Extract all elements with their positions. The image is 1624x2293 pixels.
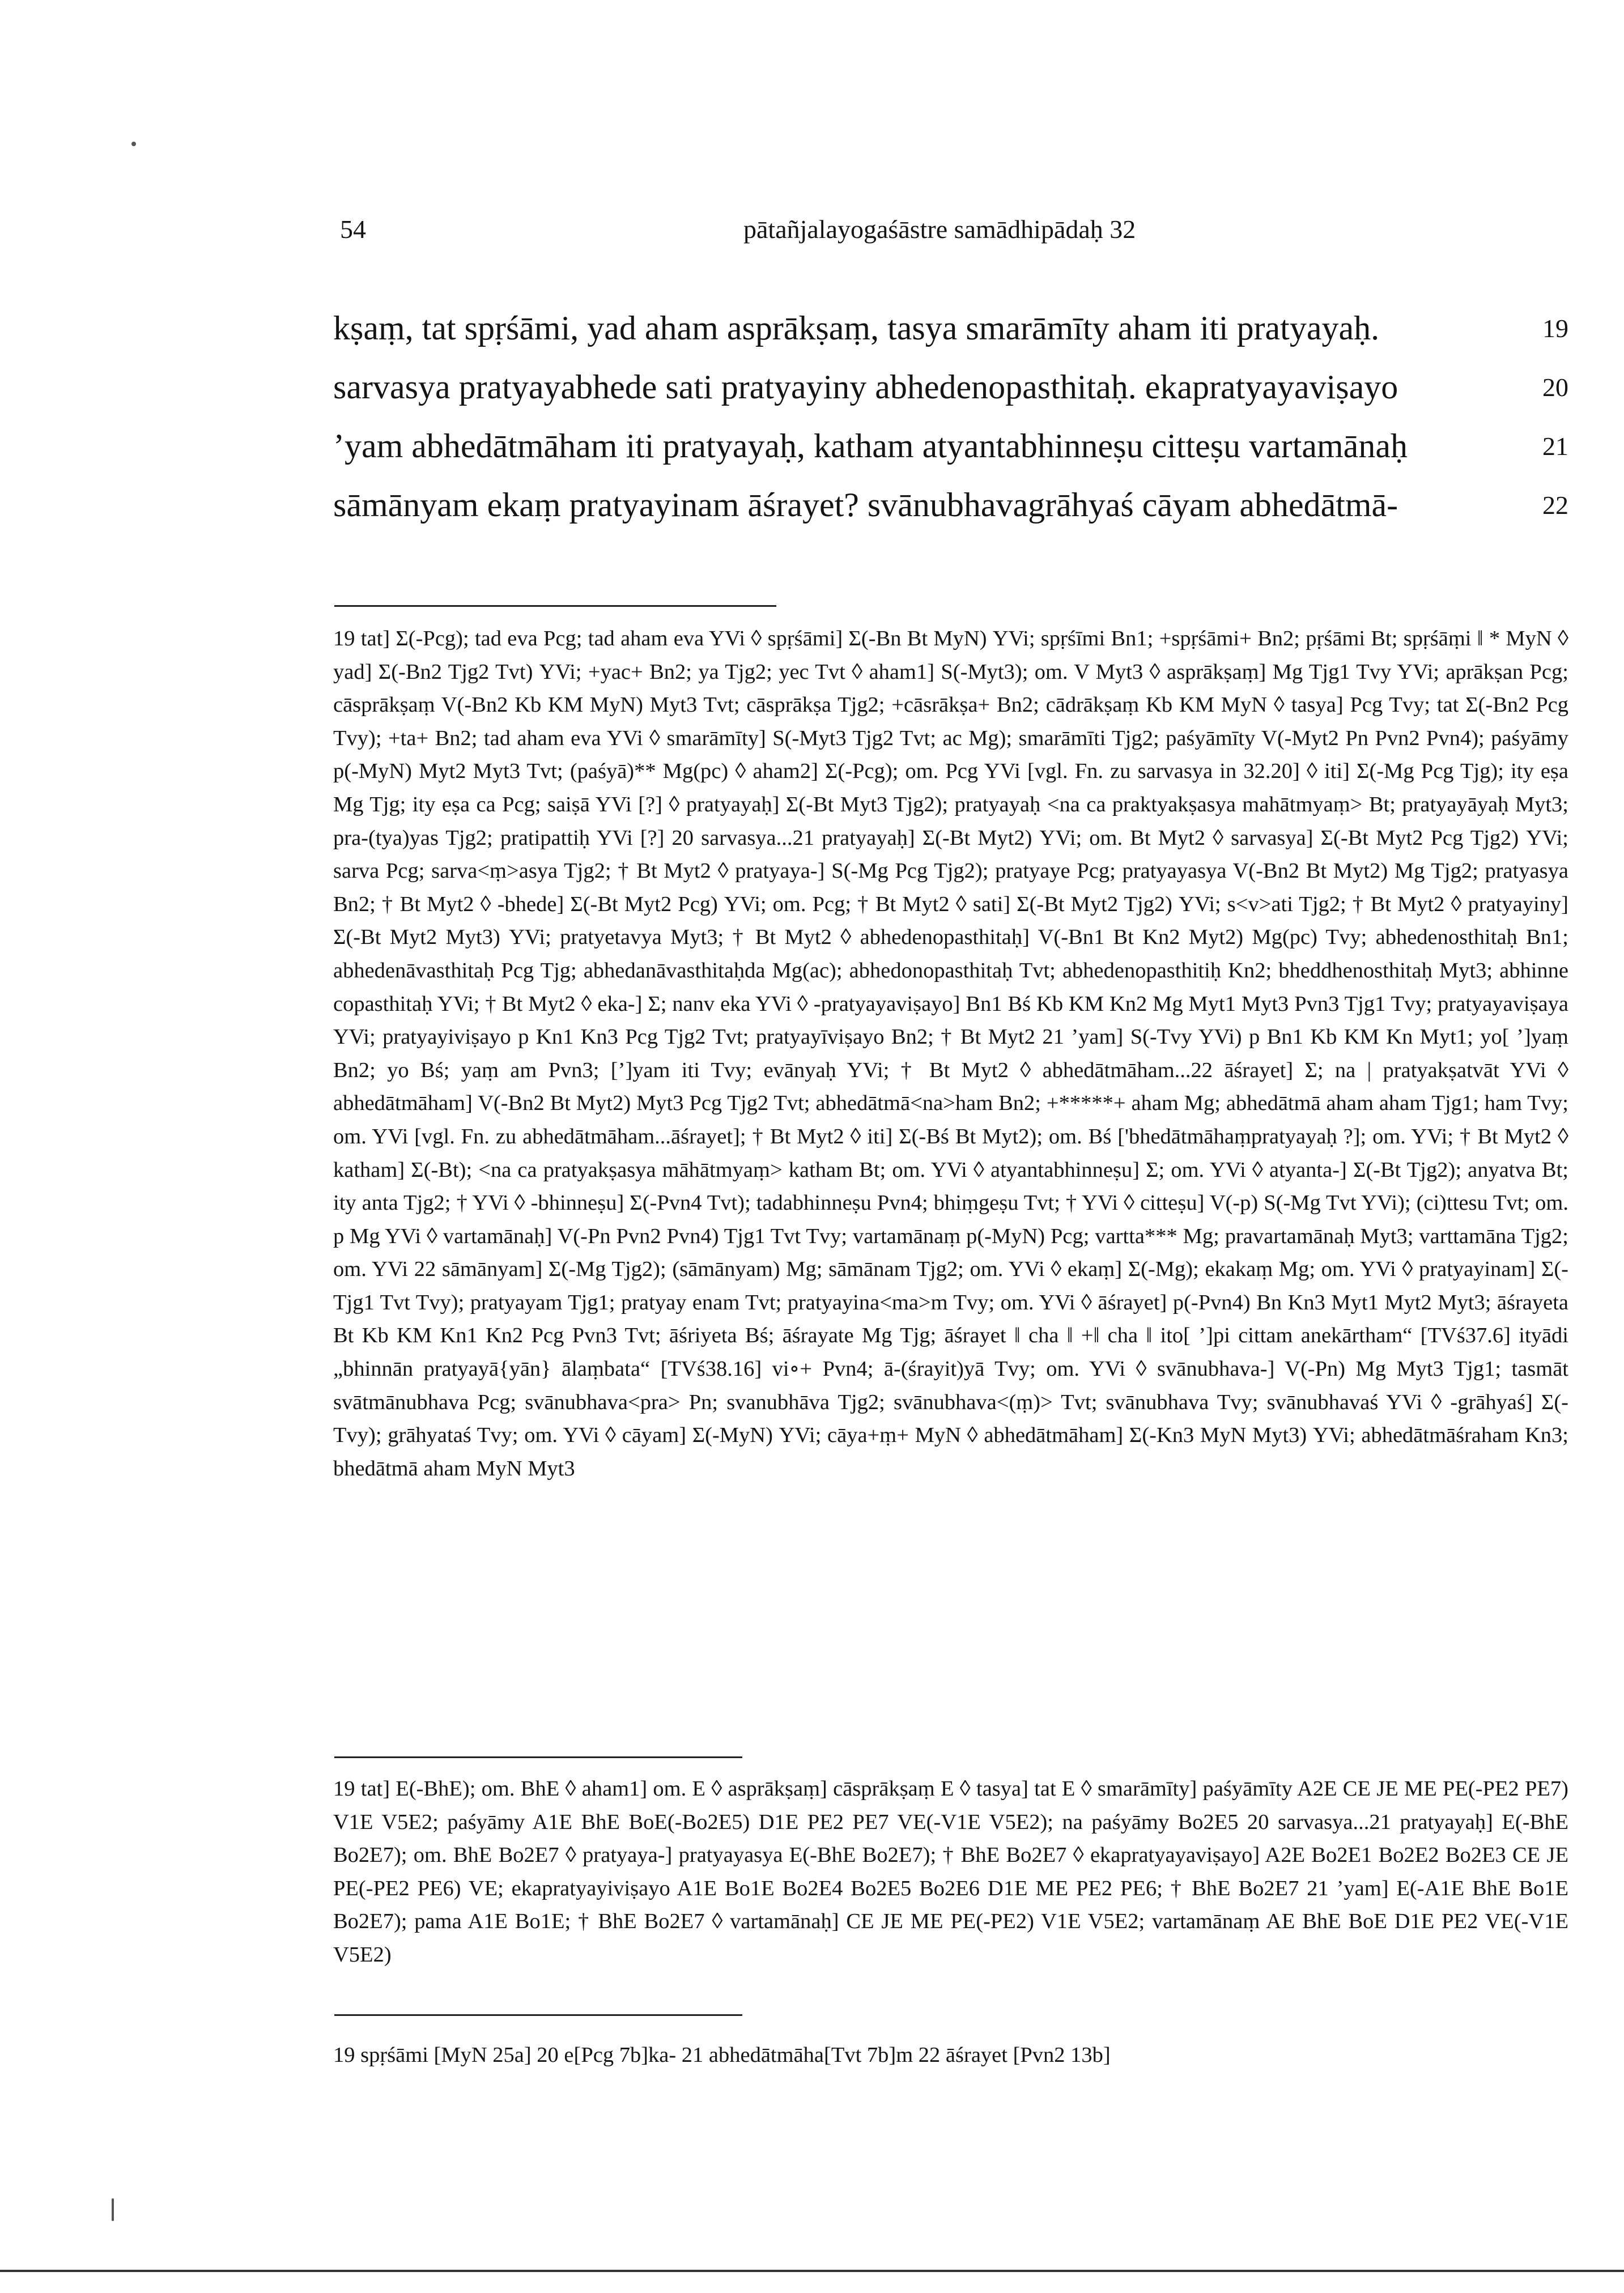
main-text-line-text: sāmānyam ekaṃ pratyayinam āśrayet? svānubhavagrāhyaś cāyam abhedātmā- [333,486,1398,524]
line-number: 20 [1542,373,1568,402]
line-number: 22 [1542,491,1568,520]
apparatus-divider [334,605,776,607]
scan-speck [112,2198,114,2221]
line-number: 21 [1542,432,1568,461]
main-text-line [333,309,1568,368]
main-text-line-text: kṣaṃ, tat spṛśāmi, yad aham asprākṣaṃ, tasya smarāmīty aham iti pratyayaḥ. [333,309,1380,347]
line-number: 19 [1542,314,1568,343]
main-text-line [333,427,1568,486]
scan-speck [131,142,136,146]
main-text-line [333,486,1568,544]
apparatus-divider [334,2014,742,2016]
critical-apparatus-testimonia: 19 tat] E(-BhE); om. BhE ◊ aham1] om. E ◊ asprākṣaṃ] cāsprākṣaṃ E ◊ tasya] tat E ◊ smarāmīty] paśyāmīty A2E CE JE ME PE(-PE2 PE7) V1E V5E2; paśyāmy A1E BhE BoE(-Bo2E5) D1E PE2 PE7 VE(-V1E V5E2); na paśyāmy Bo2E5 20 sarvasya...21 pratyayaḥ] E(-BhE Bo2E7); om. BhE Bo2E7 ◊ pratyaya-] pratyayasya E(-BhE Bo2E7); † BhE Bo2E7 ◊ ekapratyayaviṣayo] A2E Bo2E1 Bo2E2 Bo2E3 CE JE PE(-PE2 PE6) VE; ekapratyayiviṣayo A1E Bo1E Bo2E4 Bo2E5 Bo2E6 D1E ME PE2 PE6; † BhE Bo2E7 21 ’yam] E(-A1E BhE Bo1E Bo2E7); pama A1E Bo1E; † BhE Bo2E7 ◊ vartamānaḥ] CE JE ME PE(-PE2) V1E V5E2; vartamānaṃ AE BhE BoE D1E PE2 VE(-V1E V5E2) [333,1777,1568,1967]
main-text-line [333,368,1568,427]
main-text-line-text: ’yam abhedātmāham iti pratyayaḥ, katham atyantabhinneṣu citteṣu vartamānaḥ [333,427,1408,465]
page-number: 54 [340,215,366,244]
running-title: pātañjalayogaśāstre samādhipādaḥ 32 [743,215,1136,244]
page-bottom-edge [0,2270,1624,2272]
main-text-line-text: sarvasya pratyayabhede sati pratyayiny abhedenopasthitaḥ. ekapratyayaviṣayo [333,368,1398,406]
critical-apparatus-sigla: 19 tat] Σ(-Pcg); tad eva Pcg; tad aham eva YVi ◊ spṛśāmi] Σ(-Bn Bt MyN) YVi; spṛśīmi Bn1; +spṛśāmi+ Bn2; pṛśāmi Bt; spṛśāṃi ‖ * MyN ◊ yad] Σ(-Bn2 Tjg2 Tvt) YVi; +yac+ Bn2; ya Tjg2; yec Tvt ◊ aham1] S(-Myt3); om. V Myt3 ◊ asprākṣaṃ] Mg Tjg1 Tvy YVi; aprākṣan Pcg; cāsprākṣaṃ V(-Bn2 Kb KM MyN) Myt3 Tvt; cāsprākṣa Tjg2; +cāsrākṣa+ Bn2; cādrākṣaṃ Kb KM MyN ◊ tasya] Pcg Tvy; tat Σ(-Bn2 Pcg Tvy); +ta+ Bn2; tad aham eva YVi ◊ smarāmīty] S(-Myt3 Tjg2 Tvt; ac Mg); smarāmīti Tjg2; paśyāmīty V(-Myt2 Pn Pvn2 Pvn4); paśyāmy p(-MyN) Myt2 Myt3 Tvt; (paśyā)** Mg(pc) ◊ aham2] Σ(-Pcg); om. Pcg YVi [vgl. Fn. zu sarvasya in 32.20] ◊ iti] Σ(-Mg Pcg Tjg); ity eṣa Mg Tjg; ity eṣa ca Pcg; saiṣā YVi [?] ◊ pratyayaḥ] Σ(-Bt Myt3 Tjg2); pratyayaḥ <na ca praktyakṣasya mahātmyaṃ> Bt; pratyayāyaḥ Myt3; pra-(tya)yas Tjg2; pratipattiḥ YVi [?] 20 sarvasya...21 pratyayaḥ] Σ(-Bt Myt2) YVi; om. Bt Myt2 ◊ sarvasya] Σ(-Bt Myt2 Pcg Tjg2) YVi; sarva Pcg; sarva<ṃ>asya Tjg2; † Bt Myt2 ◊ pratyaya-] S(-Mg Pcg Tjg2); pratyaye Pcg; pratyayasya V(-Bn2 Bt Myt2) Mg Tjg2; pratyasya Bn2; † Bt Myt2 ◊ -bhede] Σ(-Bt Myt2 Pcg) YVi; om. Pcg; † Bt Myt2 ◊ sati] Σ(-Bt Myt2 Tjg2) YVi; s<v>ati Tjg2; † Bt Myt2 ◊ pratyayiny] Σ(-Bt Myt2 Myt3) YVi; pratyetavya Myt3; † Bt Myt2 ◊ abhedenopasthitaḥ] V(-Bn1 Bt Kn2 Myt2) Mg(pc) Tvy; abhedenosthitaḥ Bn1; abhedenāvasthitaḥ Pcg Tjg; abhedanāvasthitaḥda Mg(ac); abhedonopasthitaḥ Tvt; abhedenopasthitiḥ Kn2; bheddhenosthitaḥ Myt3; abhinne copasthitaḥ YVi; † Bt Myt2 ◊ eka-] Σ; nanv eka YVi ◊ -pratyayaviṣayo] Bn1 Bś Kb KM Kn2 Mg Myt1 Myt3 Pvn3 Tjg1 Tvy; pratyayaviṣaya YVi; pratyayiviṣayo p Kn1 Kn3 Pcg Tjg2 Tvt; pratyayīviṣayo Bn2; † Bt Myt2 21 ’yam] S(-Tvy YVi) p Bn1 Kb KM Kn Myt1; yo[ ’]yaṃ Bn2; yo Bś; yaṃ am Pvn3; [’]yam iti Tvy; evānyaḥ YVi; † Bt Myt2 ◊ abhedātmāham...22 āśrayet] Σ; na | pratyakṣatvāt YVi ◊ abhedātmāham] V(-Bn2 Bt Myt2) Myt3 Pcg Tjg2 Tvt; abhedātmā<na>ham Bn2; +*****+ aham Mg; abhedātmā aham aham Tjg1; ham Tvy; om. YVi [vgl. Fn. zu abhedātmāham...āśrayet]; † Bt Myt2 ◊ iti] Σ(-Bś Bt Myt2); om. Bś ['bhedātmāhaṃpratyayaḥ ?]; om. YVi; † Bt Myt2 ◊ katham] Σ(-Bt); <na ca pratyakṣasya māhātmyaṃ> katham Bt; om. YVi ◊ atyantabhinneṣu] Σ; om. YVi ◊ atyanta-] Σ(-Bt Tjg2); anyatva Bt; ity anta Tjg2; † YVi ◊ -bhinneṣu] Σ(-Pvn4 Tvt); tadabhinneṣu Pvn4; bhiṃgeṣu Tvt; † YVi ◊ citteṣu] V(-p) S(-Mg Tvt YVi); (ci)ttesu Tvt; om. p Mg YVi ◊ vartamānaḥ] V(-Pn Pvn2 Pvn4) Tjg1 Tvt Tvy; vartamānaṃ p(-MyN) Pcg; vartta*** Mg; pravartamānaḥ Myt3; varttamāna Tjg2; om. YVi 22 sāmānyam] Σ(-Mg Tjg2); (sāmānyam) Mg; sāmānam Tjg2; om. YVi ◊ ekaṃ] Σ(-Mg); ekakaṃ Mg; om. YVi ◊ pratyayinam] Σ(-Tjg1 Tvt Tvy); pratyayam Tjg1; pratyay enam Tvt; pratyayina<ma>m Tvy; om. YVi ◊ āśrayet] p(-Pvn4) Bn Kn3 Myt1 Myt2 Myt3; āśrayeta Bt Kb KM Kn1 Kn2 Pcg Pvn3 Tvt; āśriyeta Bś; āśrayate Mg Tjg; āśrayet ‖ cha ‖ +‖ cha ‖ ito[ ’]pi cittam anekārtham“ [TVś37.6] ityādi „bhinnān pratyayā{yān} ālaṃbata“ [TVś38.16] vi∘+ Pvn4; ā-(śrayit)yā Tvy; om. YVi ◊ svānubhava-] V(-Pn) Mg Myt3 Tjg1; tasmāt svātmānubhava Pcg; svānubhava<pra> Pn; svanubhāva Tjg2; svānubhava<(ṃ)> Tvt; svānubhava Tvy; svānubhavaś YVi ◊ -grāhyaś] Σ(-Tvy); grāhyataś Tvy; om. YVi ◊ cāyam] Σ(-MyN) YVi; cāya+ṃ+ MyN ◊ abhedātmāham] Σ(-Kn3 MyN Myt3) YVi; abhedātmāśraham Kn3; bhedātmā aham MyN Myt3 [333,627,1568,1481]
manuscript-folio-notes: 19 spṛśāmi [MyN 25a] 20 e[Pcg 7b]ka- 21 abhedātmāha[Tvt 7b]m 22 āśrayet [Pvn2 13b] [333,2043,1111,2067]
main-text [333,309,1568,544]
apparatus-divider [334,1756,742,1758]
